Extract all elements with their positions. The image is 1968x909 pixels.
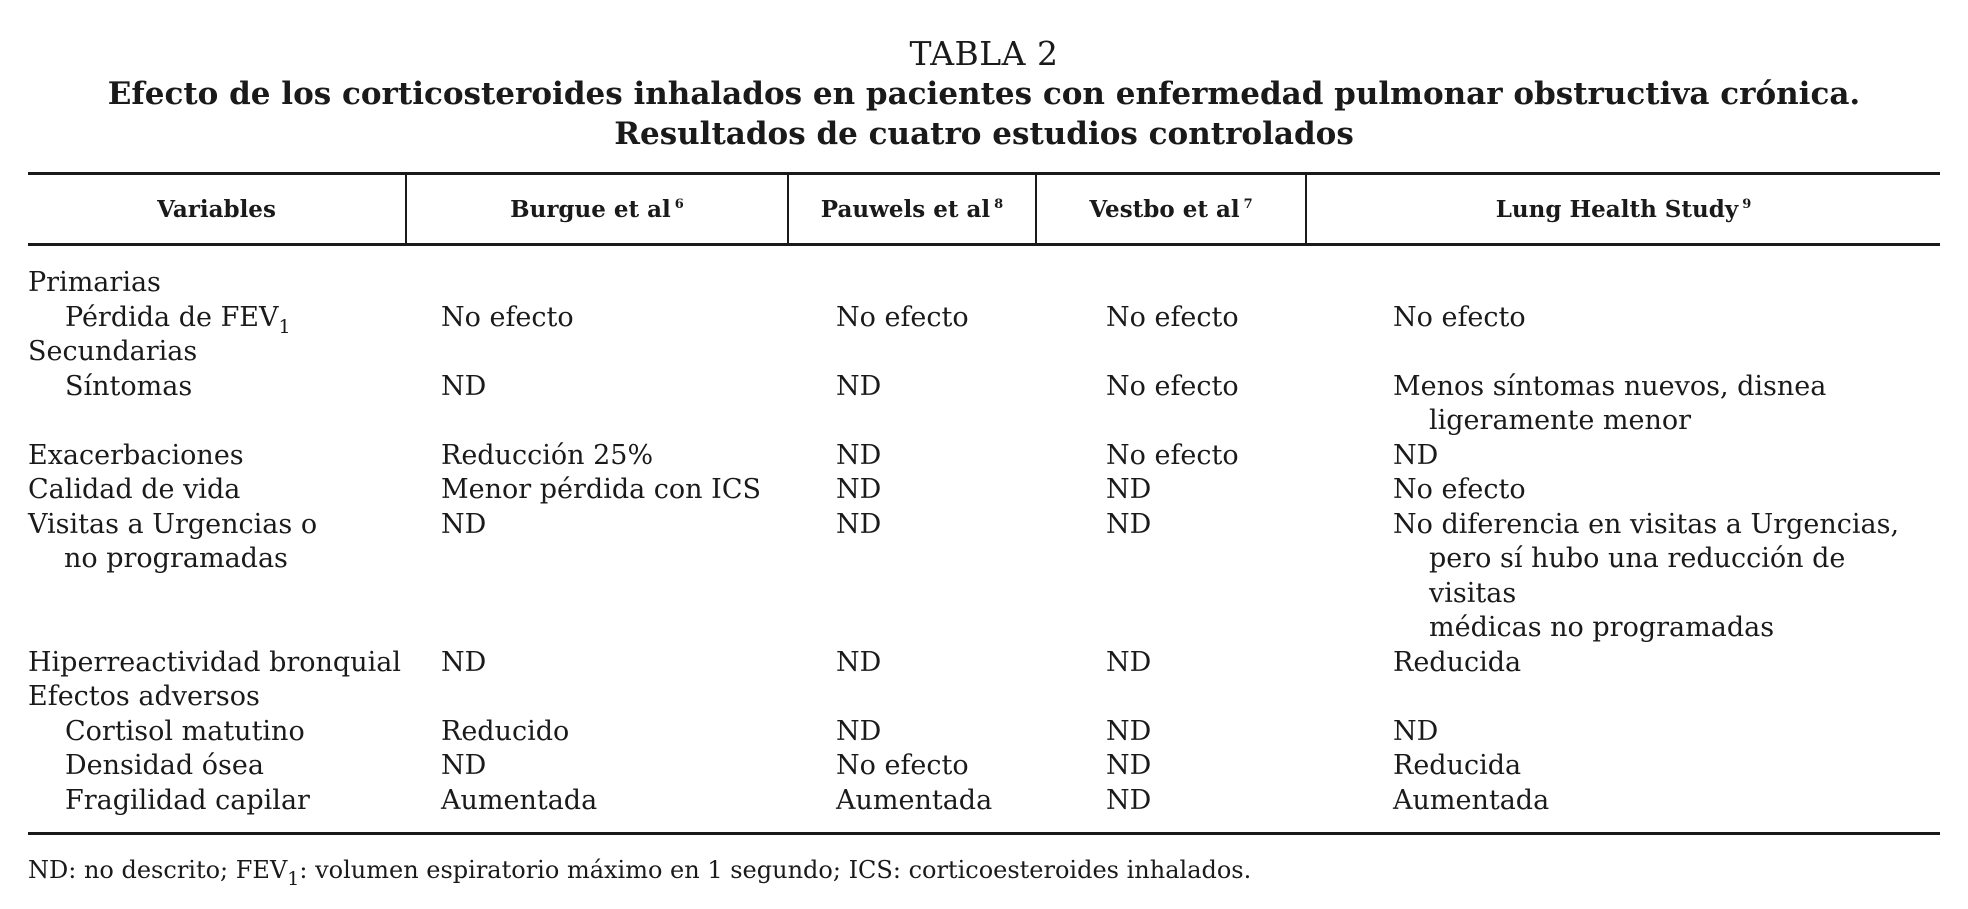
cell-burgue: Reducido xyxy=(441,715,570,747)
table-header xyxy=(28,174,1940,245)
cell-lung-line2: ligeramente menor xyxy=(1429,405,1692,436)
document-page xyxy=(28,34,1940,909)
header-lung-health xyxy=(1306,174,1940,245)
fev-subscript: 1 xyxy=(278,315,291,338)
burgue-reference: 6 xyxy=(674,196,684,212)
header-lung-label: Lung Health Study xyxy=(1495,195,1739,223)
row-label: Cortisol matutino xyxy=(65,715,305,747)
table-number: TABLA 2 xyxy=(909,34,1059,73)
row-label: Hiperreactividad bronquial xyxy=(28,646,401,678)
table-title-line2: Resultados de cuatro estudios controlados xyxy=(614,116,1354,152)
cell-pauwels: ND xyxy=(836,370,882,402)
cell-lung-line3: médicas no programadas xyxy=(1429,612,1775,643)
cell-burgue: ND xyxy=(441,508,487,540)
table-row xyxy=(28,784,1940,834)
cell-pauwels: ND xyxy=(836,646,882,678)
header-pauwels-label: Pauwels et al xyxy=(820,195,991,223)
cell-lung-line2: pero sí hubo una reducción de visitas xyxy=(1429,543,1846,609)
row-label xyxy=(28,301,406,336)
cell-lung-line1: Menos síntomas nuevos, disnea xyxy=(1393,370,1827,402)
table-row xyxy=(28,508,1940,646)
row-label: Fragilidad capilar xyxy=(28,784,406,834)
cell-vestbo: ND xyxy=(1106,715,1152,747)
table-footnote xyxy=(28,855,1940,890)
cell-pauwels: Aumentada xyxy=(788,784,1036,834)
table-row xyxy=(28,680,1940,715)
cell-burgue: ND xyxy=(441,750,487,781)
header-row xyxy=(28,174,1940,245)
cell-vestbo: No efecto xyxy=(1106,301,1239,333)
cell-pauwels: ND xyxy=(836,715,882,747)
cell-pauwels: ND xyxy=(836,439,882,471)
header-pauwels xyxy=(788,174,1036,245)
header-variables xyxy=(28,174,406,245)
cell-lung: No efecto xyxy=(1393,474,1526,505)
cell-burgue: Aumentada xyxy=(406,784,788,834)
cell-pauwels: ND xyxy=(836,508,882,540)
cell-burgue: Reducción 25% xyxy=(441,439,654,471)
cell-pauwels: No efecto xyxy=(836,750,969,781)
cell-lung: Reducida xyxy=(1393,750,1522,781)
header-variables-label: Variables xyxy=(157,195,276,223)
header-vestbo-label: Vestbo et al xyxy=(1089,195,1240,223)
cell-pauwels: ND xyxy=(836,474,882,505)
cell-vestbo: ND xyxy=(1106,474,1152,505)
results-table xyxy=(28,172,1940,835)
table-title-line1: Efecto de los corticosteroides inhalados en pacientes con enfermedad pulmonar obstructiva crónica. xyxy=(107,76,1861,112)
cell-vestbo: ND xyxy=(1036,784,1306,834)
table-row xyxy=(28,715,1940,750)
table-row xyxy=(28,335,1940,370)
cell-lung: Reducida xyxy=(1393,646,1522,678)
section-secundarias: Secundarias xyxy=(28,336,198,367)
section-primarias: Primarias xyxy=(28,267,161,298)
row-label: Exacerbaciones xyxy=(28,439,244,471)
table-row xyxy=(28,301,1940,336)
table-row xyxy=(28,646,1940,681)
table-row xyxy=(28,439,1940,474)
cell-vestbo: No efecto xyxy=(1106,439,1239,471)
table-body xyxy=(28,245,1940,834)
row-label xyxy=(28,508,406,646)
cell-vestbo: No efecto xyxy=(1106,370,1239,402)
table-title xyxy=(28,74,1940,154)
cell-vestbo: ND xyxy=(1106,750,1152,781)
cell-vestbo: ND xyxy=(1106,646,1152,678)
cell-pauwels: No efecto xyxy=(836,301,969,333)
header-vestbo xyxy=(1036,174,1306,245)
cell-lung: ND xyxy=(1393,715,1439,747)
cell-lung xyxy=(1306,508,1940,646)
table-caption xyxy=(28,34,1940,154)
footnote-part2: : volumen espiratorio máximo en 1 segundo; ICS: corticoesteroides inhalados. xyxy=(299,856,1252,884)
row-label: Calidad de vida xyxy=(28,474,241,505)
lung-reference: 9 xyxy=(1742,196,1752,212)
table-row xyxy=(28,370,1940,439)
cell-burgue: No efecto xyxy=(441,301,574,333)
row-label-line2: no programadas xyxy=(64,543,288,574)
section-efectos-adversos: Efectos adversos xyxy=(28,681,260,712)
row-label-line1: Visitas a Urgencias o xyxy=(28,508,318,540)
table-row xyxy=(28,245,1940,301)
row-label: Densidad ósea xyxy=(65,750,264,781)
table-row xyxy=(28,749,1940,784)
table-row xyxy=(28,473,1940,508)
fev-label: Pérdida de FEV xyxy=(65,301,279,333)
vestbo-reference: 7 xyxy=(1243,196,1253,212)
cell-lung xyxy=(1306,370,1940,439)
footnote-part1: ND: no descrito; FEV xyxy=(28,856,288,884)
footnote-subscript: 1 xyxy=(287,868,300,890)
header-burgue-label: Burgue et al xyxy=(510,195,671,223)
header-burgue xyxy=(406,174,788,245)
cell-burgue: ND xyxy=(441,370,487,402)
cell-lung: ND xyxy=(1393,439,1439,471)
cell-lung: No efecto xyxy=(1393,301,1526,333)
row-label: Síntomas xyxy=(65,370,193,402)
cell-lung: Aumentada xyxy=(1306,784,1940,834)
pauwels-reference: 8 xyxy=(994,196,1004,212)
cell-lung-line1: No diferencia en visitas a Urgencias, xyxy=(1393,508,1900,540)
cell-burgue: Menor pérdida con ICS xyxy=(441,474,761,505)
cell-vestbo: ND xyxy=(1106,508,1152,540)
cell-burgue: ND xyxy=(441,646,487,678)
